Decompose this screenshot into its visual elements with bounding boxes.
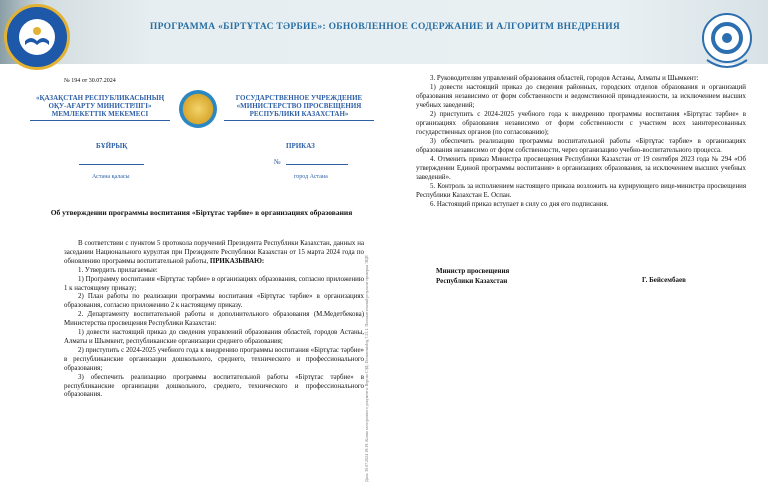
order-page-2 — [396, 68, 766, 288]
number-sign: № — [274, 158, 281, 166]
paragraph: 4. Отменить приказ Министра просвещения Республики Казахстан от 19 сентября 2023 года № 294 «Об утверждении Единой программы воспитания» в организациях образования, за исключением высших учебных заведений». — [416, 156, 746, 181]
paragraph: 2. Департаменту воспитательной работы и дополнительного образования (М.Медетбекова) Министерства просвещения Республики Казахстан: — [64, 311, 364, 328]
signatory-title-2: Республики Казахстан — [436, 277, 508, 285]
label-order-ru: ПРИКАЗ — [286, 142, 315, 150]
org-name-kz: «ҚАЗАҚСТАН РЕСПУБЛИКАСЫНЫҢ ОҚУ-АҒАРТУ МИНИСТРЛІГІ» МЕМЛЕКЕТТІК МЕКЕМЕСІ — [30, 94, 170, 121]
intro-paragraph: В соответствии с пунктом 5 протокола поручений Президента Республики Казахстан, данных на заседании Национального курултая при Президенте Республики Казахстан от 15 марта 2024 года по обновлению программы воспитательной работы, ПРИКАЗЫВАЮ: — [64, 240, 364, 265]
paragraph: 3) обеспечить реализацию программы воспитательной работы «Біртұтас тәрбие» в организациях образования независимо от форм собственности, через организацию учебно-воспитательного процесса. — [416, 138, 746, 154]
order-title: Об утверждении программы воспитания «Біртұтас тәрбие» в организациях образования — [50, 208, 353, 217]
ministry-logo — [4, 4, 70, 70]
order-body-left — [64, 240, 364, 400]
book-icon — [19, 19, 55, 55]
document-number: № 194 от 30.07.2024 — [64, 78, 116, 84]
paragraph: 3) обеспечить реализацию программы воспитательной работы «Біртұтас тәрбие» в республиканские организации дошкольного, среднего, технического и профессионального образования. — [64, 373, 364, 399]
order-body-right — [416, 74, 746, 209]
paragraph: 2) приступить с 2024-2025 учебного года к внедрению программы воспитания «Біртұтас тәрбие» в республиканские организации дошкольного, среднего, технического и профессионального образования; — [64, 346, 364, 372]
paragraph: 2) План работы по реализации программы воспитания «Біртұтас тәрбие» в организациях образования, согласно приложению 2 к настоящему приказу. — [64, 293, 364, 310]
paragraph: 1) Программу воспитания «Біртұтас тәрбие» в организациях образования, согласно приложению 1 к настоящему приказу; — [64, 275, 364, 292]
signatory-title-1: Министр просвещения — [436, 267, 510, 275]
paragraph: 2) приступить с 2024-2025 учебного года к внедрению программы воспитания «Біртұтас тәрбие» в организациях образования независимо от форм собственности с участием всех заинтересованных государственных органов (по согласованию); — [416, 111, 746, 136]
signatory-name: Г. Бейсембаев — [642, 276, 686, 284]
city-kz: Астана қаласы — [92, 174, 130, 180]
date-line — [79, 164, 144, 165]
header-bar — [0, 0, 768, 64]
paragraph: 5. Контроль за исполнением настоящего приказа возложить на курирующего вице-министра просвещения Республики Казахстан Е. Оспан. — [416, 183, 746, 199]
esign-note: Дата: 30.07.2024 19:19. Копия электронного документа. Версия СЭД: Documentolog 7.23.1. Положительный результат проверки ЭЦП — [364, 255, 369, 482]
paragraph: 6. Настоящий приказ вступает в силу со дня его подписания. — [430, 201, 609, 208]
number-line — [286, 164, 348, 165]
org-name-ru: ГОСУДАРСТВЕННОЕ УЧРЕЖДЕНИЕ «МИНИСТЕРСТВО ПРОСВЕЩЕНИЯ РЕСПУБЛИКИ КАЗАХСТАН» — [224, 94, 374, 121]
paragraph: 1. Утвердить прилагаемые: — [78, 266, 158, 274]
state-emblem-icon — [179, 90, 217, 128]
order-page-1 — [24, 72, 379, 482]
paragraph: 3. Руководителям управлений образования областей, городов Астаны, Алматы и Шымкент: — [430, 75, 699, 82]
label-order-kz: БҰЙРЫҚ — [96, 142, 128, 150]
signature-block — [436, 266, 736, 286]
paragraph: 1) довести настоящий приказ до сведения управлений образования областей, городов Астаны, Алматы и Шымкент, республиканские организации среднего образования; — [64, 329, 364, 345]
slide-title: ПРОГРАММА «БІРТҰТАС ТӘРБИЕ»: ОБНОВЛЕННОЕ СОДЕРЖАНИЕ И АЛГОРИТМ ВНЕДРЕНИЯ — [149, 22, 621, 32]
paragraph: 1) довести настоящий приказ до сведения районных, городских отделов образования и организаций образования независимо от форм собственности и ведомственной принадлежности, за исключением высших учебных заведений; — [416, 84, 746, 109]
letterhead — [24, 90, 379, 130]
city-ru: город Астана — [294, 174, 328, 180]
